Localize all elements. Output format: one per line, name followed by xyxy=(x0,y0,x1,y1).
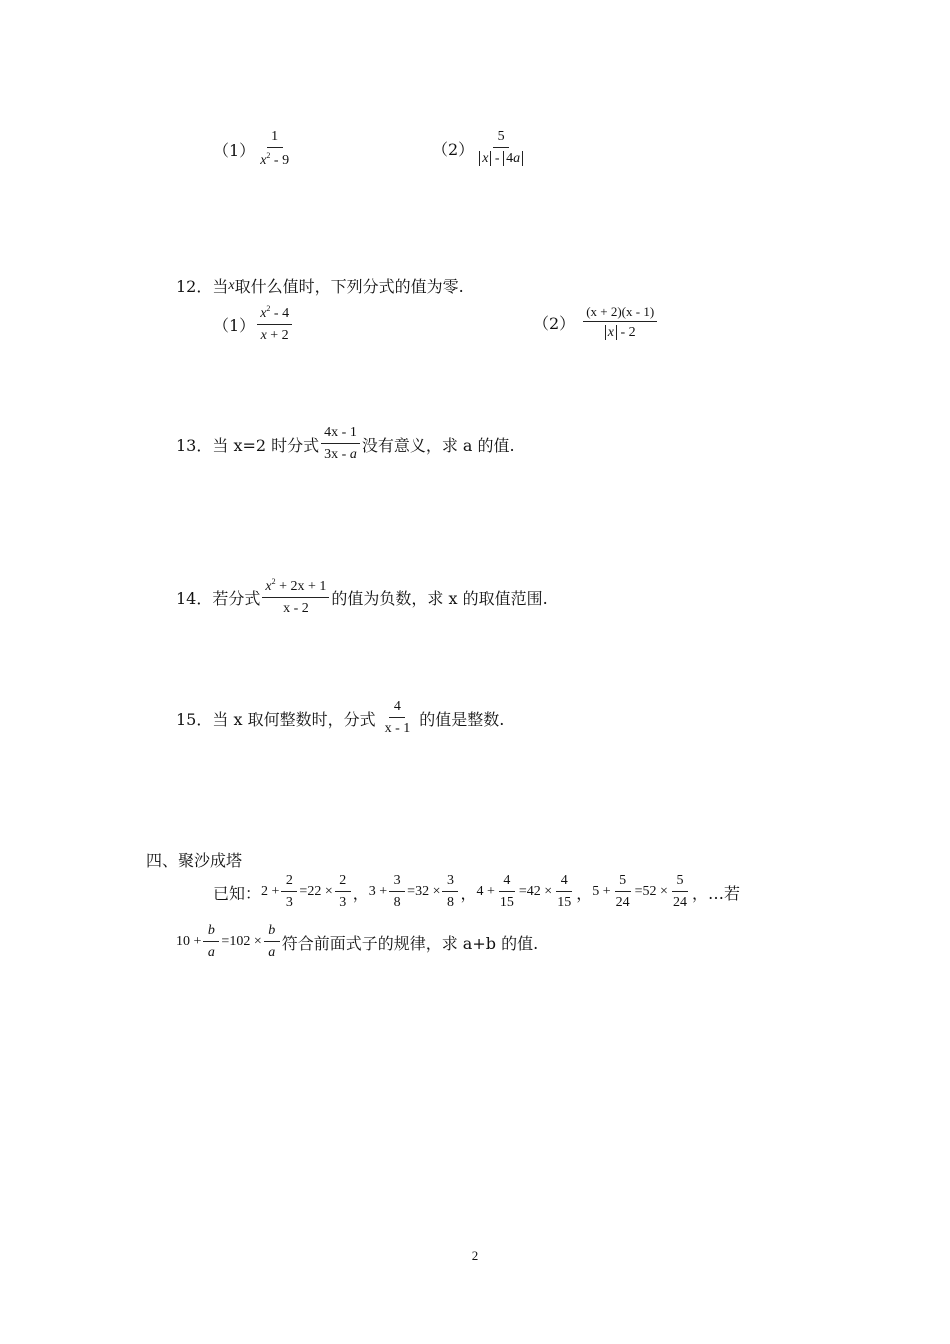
pattern-example: 5 + $\frac{5}{24}$ = 5 2 × $\frac{5}{24}$ xyxy=(592,874,692,910)
q11-part2 xyxy=(432,130,528,166)
fraction: $\frac{5}{24}$ xyxy=(672,873,687,910)
fraction: $\frac{x^2 - 4}{x + 2}$ xyxy=(257,305,292,343)
separator: ， xyxy=(576,883,593,903)
fraction: $\frac{5}{x - 4a}$ xyxy=(476,130,526,166)
q11-part1 xyxy=(213,130,294,168)
fraction: $\frac{5}{24}$ xyxy=(615,873,630,910)
fraction: $\frac{3}{8}$ xyxy=(389,874,405,910)
question-number: 12． xyxy=(176,277,213,296)
q14: 14． 若分式 $\frac{x^2 + 2x + 1}{x - 2}$ 的值为负数，求 x 的取值范围. xyxy=(176,577,548,616)
fraction: $\frac{2}{3}$ xyxy=(335,874,351,910)
separator: ， xyxy=(352,883,369,903)
section4-line1: 已知： 2 + $\frac{2}{3}$ = 2 2 × $\frac{2}{3}$ ， 3 + $\frac{3}{8}$ = 3 2 × $\frac{3}{8}$ ， 4 + $\frac{4}{15}$ = 4 2 × $\frac{4}{15}$ ， 5 + $\frac{5}{24}$ = 5 2 × $\frac{5}{24}$ ，…若 xyxy=(213,873,740,910)
fraction: $\frac{b}{a}$ xyxy=(264,924,280,960)
fraction: $\frac{4x - 1}{3x - a}$ xyxy=(321,426,360,462)
fraction: $\frac{4}{15}$ xyxy=(499,873,514,910)
part-label: （1） xyxy=(213,315,256,335)
question-number: 14． xyxy=(176,588,213,608)
page-number: 2 xyxy=(471,1248,479,1263)
q13: 13． 当 x=2 时分式 $\frac{4x - 1}{3x - a}$ 没有意义，求 a 的值. xyxy=(176,425,515,462)
pattern-example: 3 + $\frac{3}{8}$ = 3 2 × $\frac{3}{8}$ xyxy=(369,874,461,910)
fraction: $\frac{1}{x^2 - 9}$ xyxy=(260,129,290,168)
pattern-example: 4 + $\frac{4}{15}$ = 4 2 × $\frac{4}{15}$ xyxy=(476,874,576,910)
fraction: $\frac{(x + 2)(x - 1)}{x - 2}$ xyxy=(583,305,657,340)
fraction: $\frac{3}{8}$ xyxy=(442,874,458,910)
q12-part2 xyxy=(533,305,659,340)
question-number: 15． xyxy=(176,709,213,729)
part-label: （2） xyxy=(432,139,475,159)
q15: 15． 当 x 取何整数时，分式 $\frac{4}{x - 1}$ 的值是整数. xyxy=(176,699,505,736)
question-number: 13． xyxy=(176,435,213,455)
part-label: （1） xyxy=(213,140,256,160)
fraction: $\frac{x^2 + 2x + 1}{x - 2}$ xyxy=(262,578,329,616)
fraction: $\frac{4}{x - 1}$ xyxy=(384,699,411,736)
fraction: $\frac{4}{15}$ xyxy=(557,873,572,910)
pattern-example: 2 + $\frac{2}{3}$ = 2 2 × $\frac{2}{3}$ xyxy=(261,874,353,910)
section-heading: 四、聚沙成塔 xyxy=(146,851,243,870)
q12-part1 xyxy=(213,305,294,343)
fraction: $\frac{2}{3}$ xyxy=(281,874,297,910)
part-label: （2） xyxy=(533,314,576,333)
separator: ， xyxy=(460,883,477,903)
fraction: $\frac{b}{a}$ xyxy=(203,924,219,960)
pattern-examples xyxy=(261,874,692,910)
section4-line2: 10 + $\frac{b}{a}$ = 10 2 × $\frac{b}{a}$ 符合前面式子的规律，求 a+b 的值. xyxy=(176,923,539,960)
q12-stem: 12． 当 x 取什么值时，下列分式的值为零. xyxy=(176,274,464,297)
